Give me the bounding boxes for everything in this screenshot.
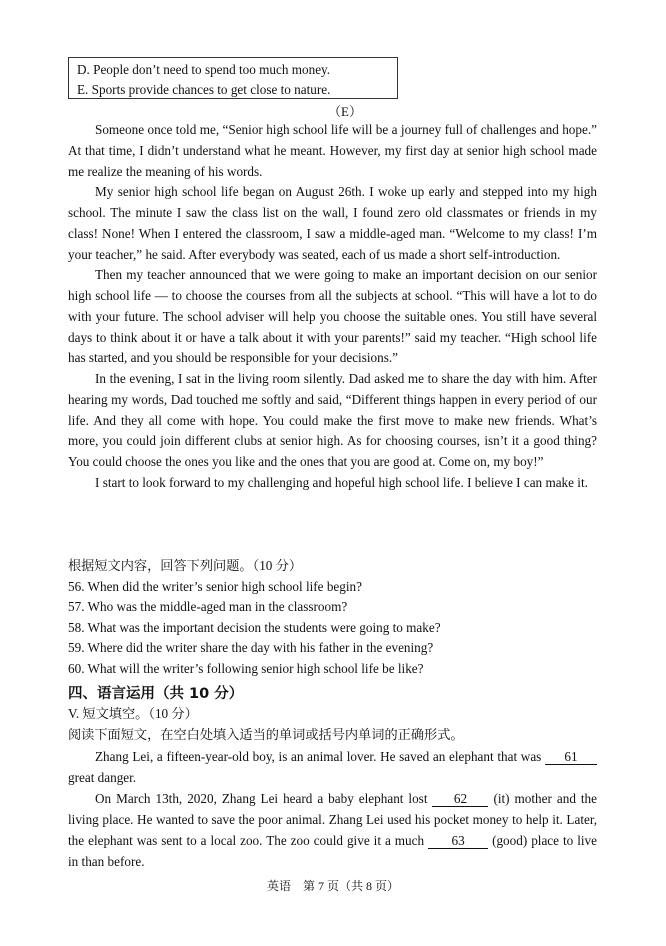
cloze-text: On March 13th, 2020, Zhang Lei heard a baby elephant lost [95,791,428,806]
page-footer: 英语 第 7 页（共 8 页） [266,879,399,893]
passage-paragraph-5: I start to look forward to my challenging and hopeful high school life. I believe I can make it. [95,474,588,490]
question-56: 56. When did the writer’s senior high school life begin? [68,578,362,594]
question-60: 60. What will the writer’s following senior high school life be like? [68,660,424,676]
cloze-paragraph-2 [68,788,597,872]
passage-paragraph-1: Someone once told me, “Senior high school life will be a journey full of challenges and hope.” At that time, I didn’t understand what he meant. However, my first day at senior high school made me realize the meaning of his words. [68,122,597,179]
part-v-title: V. 短文填空。（10 分） [68,706,198,721]
question-58: 58. What was the important decision the students were going to make? [68,619,441,635]
cloze-text: (good) place to live in than before. [68,833,598,869]
question-list [68,556,597,679]
option-d: D. People don’t need to spend too much money. [77,62,331,77]
passage-paragraph-2: My senior high school life began on August 26th. I woke up early and stepped into my high school. The minute I saw the class list on the wall, I found zero old classmates or friends in my class! None! When I entered the classroom, I saw a middle-aged man. “Welcome to my class! I’m your teacher,” he said. After everybody was seated, each of us made a short self-introduction. [68,184,597,262]
option-e: E. Sports provide chances to get close to nature. [77,81,331,97]
part-v-instruction: 阅读下面短文，在空白处填入适当的单词或括号内单词的正确形式。 [68,726,464,742]
reading-passage [68,120,597,494]
blank-62[interactable]: 62 [432,791,488,807]
cloze-passage [68,746,597,872]
passage-paragraph-3: Then my teacher announced that we were going to make an important decision on our senior high school life — to choose the courses from all the subjects at school. “This will have a lot to do with your future. The school adviser will help you choose the suitable ones. You still have several days to think about it or have a talk about it with your parents!” said my teacher. “High school life has started, and you should be responsible for your decisions.” [68,267,597,366]
blank-61[interactable]: 61 [545,749,597,765]
section-heading: 四、语言运用（共 10 分） [68,686,244,702]
section-subheading [68,704,597,745]
question-57: 57. Who was the middle-aged man in the classroom? [68,599,348,614]
question-59: 59. Where did the writer share the day with his father in the evening? [68,640,434,655]
cloze-paragraph-1 [68,746,597,788]
passage-paragraph-4: In the evening, I sat in the living room silently. Dad asked me to share the day with him. After hearing my words, Dad touched me softly and said, “Different things happen in every period of our life. And they all come with hope. You could make the first move to make new friends. What’s more, you could join different clubs at senior high. As for choosing courses, isn’t it a good thing? You could choose the ones you like and the ones that you are good at. Come on, my boy!” [68,371,597,469]
question-instruction: 根据短文内容，回答下列问题。（10 分） [68,558,303,573]
cloze-text: Zhang Lei, a fifteen-year-old boy, is an animal lover. He saved an elephant that was [95,749,542,764]
blank-63[interactable]: 63 [428,833,488,849]
cloze-text: (it) mother and the living place. He wanted to save the poor animal. Zhang Lei used his pocket money to help it. Later, the elephant was sent to a local zoo. The zoo could give it a much [68,791,598,848]
cloze-text: great danger. [68,770,137,785]
options-box [68,57,398,99]
passage-label: （E） [328,104,362,119]
